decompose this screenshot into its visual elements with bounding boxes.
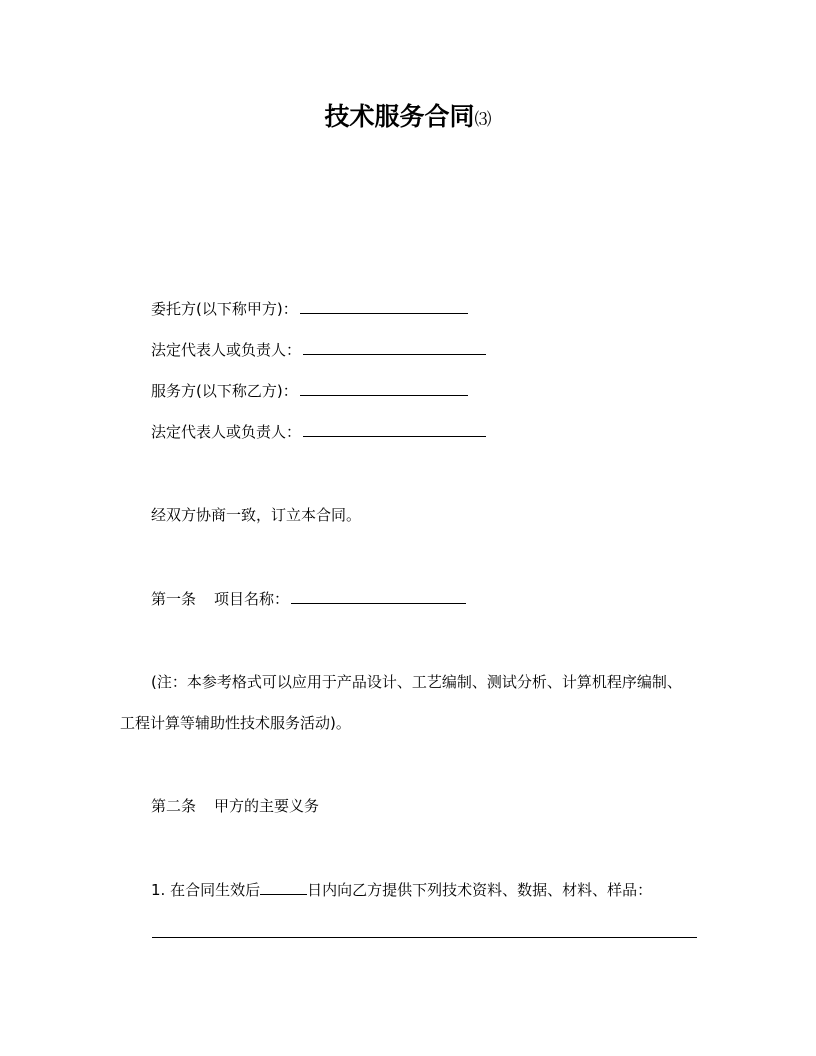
article1-line xyxy=(151,588,466,609)
article2-label: 甲方的主要义务 xyxy=(214,797,320,815)
agreement-line: 经双方协商一致，订立本合同。 xyxy=(151,506,362,524)
article1-label: 项目名称： xyxy=(214,590,290,608)
provider-blank[interactable] xyxy=(300,380,468,396)
provider-line xyxy=(151,380,468,401)
client-label: 委托方(以下称甲方)： xyxy=(151,300,298,318)
client-rep-blank[interactable] xyxy=(303,339,486,355)
days-blank[interactable] xyxy=(260,879,307,895)
provider-rep-blank[interactable] xyxy=(303,421,486,437)
project-name-blank[interactable] xyxy=(291,588,466,604)
article1-heading: 第一条 xyxy=(151,590,197,608)
note-line-1: (注：本参考格式可以应用于产品设计、工艺编制、测试分析、计算机程序编制、 xyxy=(151,673,682,691)
client-blank[interactable] xyxy=(300,298,468,314)
item1-prefix: 1. 在合同生效后 xyxy=(151,881,261,899)
provider-rep-label: 法定代表人或负责人： xyxy=(151,423,302,441)
client-rep-label: 法定代表人或负责人： xyxy=(151,341,302,359)
client-line xyxy=(151,298,468,319)
materials-fill-line[interactable] xyxy=(152,937,697,938)
title-text: 技术服务合同 xyxy=(324,102,475,131)
client-rep-line xyxy=(151,339,486,360)
title-suffix: ⑶ xyxy=(474,110,492,130)
provider-rep-line xyxy=(151,421,486,442)
document-title xyxy=(0,100,816,137)
provider-label: 服务方(以下称乙方)： xyxy=(151,382,298,400)
article2-line xyxy=(151,796,319,816)
item1-line xyxy=(151,879,652,900)
article2-heading: 第二条 xyxy=(151,797,197,815)
note-line-2: 工程计算等辅助性技术服务活动)。 xyxy=(120,714,351,732)
item1-suffix: 日内向乙方提供下列技术资料、数据、材料、样品： xyxy=(307,881,653,899)
